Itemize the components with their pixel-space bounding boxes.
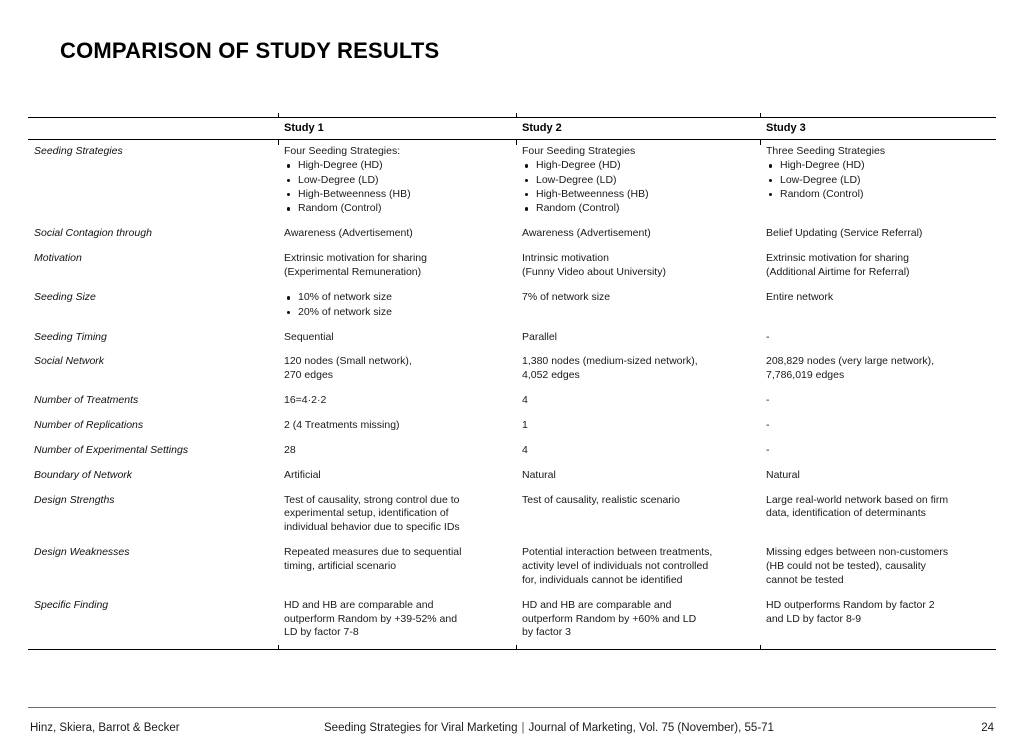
cell-text: - bbox=[766, 394, 770, 407]
cell-bullet-list bbox=[766, 159, 990, 202]
cell-text: HD and HB are comparable and outperform Random by +39-52% and LD by factor 7-8 bbox=[284, 598, 458, 639]
cell-bullet-item: Low-Degree (LD) bbox=[284, 174, 510, 188]
table-cell-study-2 bbox=[516, 140, 760, 223]
cell-text: Large real-world network based on firm data, identification of determinants bbox=[766, 493, 949, 520]
cell-text: Parallel bbox=[522, 330, 558, 343]
cell-text: Awareness (Advertisement) bbox=[284, 227, 413, 240]
cell-text: 120 nodes (Small network), 270 edges bbox=[284, 355, 412, 382]
row-label: Number of Replications bbox=[34, 419, 144, 432]
table-cell-study-1 bbox=[278, 439, 516, 464]
cell-bullet-item: 10% of network size bbox=[284, 291, 510, 305]
cell-text: Potential interaction between treatments, activity level of individuals not controlled for, individuals cannot be identified bbox=[522, 546, 713, 586]
table-row bbox=[28, 222, 996, 247]
table-cell-study-2 bbox=[516, 389, 760, 414]
footer-citation-separator: | bbox=[521, 722, 525, 734]
table-cell-study-1 bbox=[278, 140, 516, 223]
footer-divider bbox=[28, 707, 996, 708]
table-cell-study-3 bbox=[760, 439, 996, 464]
table-row bbox=[28, 414, 996, 439]
row-label: Design Weaknesses bbox=[34, 546, 130, 559]
table-cell-study-2 bbox=[516, 594, 760, 650]
cell-bullet-item: Low-Degree (LD) bbox=[522, 174, 754, 188]
table-cell-study-1 bbox=[278, 350, 516, 389]
column-boundary-tick bbox=[516, 645, 517, 650]
table-cell-study-3 bbox=[760, 247, 996, 286]
cell-text: Four Seeding Strategies bbox=[522, 145, 636, 157]
cell-bullet-list bbox=[522, 159, 754, 216]
cell-text: 208,829 nodes (very large network), 7,786,019 edges bbox=[766, 355, 935, 382]
table-cell-study-3 bbox=[760, 286, 996, 326]
row-label: Seeding Strategies bbox=[34, 145, 123, 157]
row-label: Design Strengths bbox=[34, 493, 115, 506]
cell-text: HD outperforms Random by factor 2 and LD by factor 8-9 bbox=[766, 598, 935, 625]
table-cell-study-3 bbox=[760, 140, 996, 223]
table-cell-study-3 bbox=[760, 222, 996, 247]
table-row bbox=[28, 286, 996, 326]
cell-bullet-item: High-Degree (HD) bbox=[284, 159, 510, 173]
table-row bbox=[28, 247, 996, 286]
table-cell-study-3 bbox=[760, 541, 996, 594]
table-row bbox=[28, 140, 996, 223]
cell-text: Four Seeding Strategies: bbox=[284, 145, 401, 157]
column-boundary-tick bbox=[760, 645, 761, 650]
footer-page-number: 24 bbox=[981, 722, 994, 734]
column-boundary-tick bbox=[760, 140, 761, 145]
column-header-study-2: Study 2 bbox=[516, 118, 760, 140]
column-boundary-tick bbox=[278, 140, 279, 145]
cell-text: 1 bbox=[522, 419, 528, 432]
table-body bbox=[28, 140, 996, 650]
table-cell-study-1 bbox=[278, 326, 516, 351]
table-cell-study-2 bbox=[516, 326, 760, 351]
cell-bullet-item: High-Betweenness (HB) bbox=[522, 188, 754, 202]
table-cell-study-2 bbox=[516, 247, 760, 286]
table-cell-study-1 bbox=[278, 247, 516, 286]
table-cell-study-1 bbox=[278, 414, 516, 439]
table-cell-study-1 bbox=[278, 389, 516, 414]
cell-text: Natural bbox=[522, 468, 556, 481]
table-cell-study-1 bbox=[278, 286, 516, 326]
column-header-study-1: Study 1 bbox=[278, 118, 516, 140]
table-cell-study-1 bbox=[278, 489, 516, 542]
table-cell-study-2 bbox=[516, 464, 760, 489]
table-row bbox=[28, 489, 996, 542]
cell-text: Three Seeding Strategies bbox=[766, 145, 886, 157]
table-cell-study-3 bbox=[760, 389, 996, 414]
row-label: Boundary of Network bbox=[34, 468, 133, 481]
cell-bullet-item: High-Betweenness (HB) bbox=[284, 188, 510, 202]
column-boundary-tick bbox=[278, 645, 279, 650]
cell-text: 28 bbox=[284, 443, 296, 456]
table-cell-study-3 bbox=[760, 414, 996, 439]
row-label: Social Contagion through bbox=[34, 227, 152, 240]
table-cell-study-3 bbox=[760, 594, 996, 650]
table-cell-study-3 bbox=[760, 350, 996, 389]
cell-bullet-list bbox=[284, 291, 510, 319]
table-row bbox=[28, 326, 996, 351]
cell-text: 16=4·2·2 bbox=[284, 394, 327, 407]
cell-text: Intrinsic motivation (Funny Video about University) bbox=[522, 252, 666, 279]
cell-text: HD and HB are comparable and outperform Random by +60% and LD by factor 3 bbox=[522, 598, 697, 639]
cell-text: - bbox=[766, 330, 770, 343]
table-row bbox=[28, 439, 996, 464]
table-cell-study-2 bbox=[516, 489, 760, 542]
cell-text: 7% of network size bbox=[522, 290, 611, 303]
footer-authors: Hinz, Skiera, Barrot & Becker bbox=[30, 722, 180, 734]
cell-text: Belief Updating (Service Referral) bbox=[766, 227, 923, 240]
cell-text: 2 (4 Treatments missing) bbox=[284, 419, 400, 432]
footer-citation-title: Seeding Strategies for Viral Marketing bbox=[324, 722, 518, 734]
table-cell-study-2 bbox=[516, 350, 760, 389]
cell-text: Extrinsic motivation for sharing (Additional Airtime for Referral) bbox=[766, 252, 910, 279]
table-row bbox=[28, 594, 996, 650]
page-title: COMPARISON OF STUDY RESULTS bbox=[60, 38, 440, 63]
table-cell-study-1 bbox=[278, 594, 516, 650]
column-boundary-tick bbox=[516, 113, 517, 118]
table-header bbox=[28, 118, 996, 140]
table-row bbox=[28, 464, 996, 489]
cell-text: Awareness (Advertisement) bbox=[522, 227, 651, 240]
table-row bbox=[28, 389, 996, 414]
column-header-study-3: Study 3 bbox=[760, 118, 996, 140]
table-cell-study-2 bbox=[516, 286, 760, 326]
cell-text: Entire network bbox=[766, 290, 834, 303]
row-label: Specific Finding bbox=[28, 594, 278, 650]
row-label: Seeding Timing bbox=[34, 330, 107, 343]
comparison-table bbox=[28, 117, 996, 650]
cell-text: Missing edges between non-customers (HB could not be tested), causality cannot be tested bbox=[766, 546, 949, 586]
column-header-attribute bbox=[28, 118, 278, 140]
table-cell-study-3 bbox=[760, 489, 996, 542]
cell-bullet-item: High-Degree (HD) bbox=[522, 159, 754, 173]
row-label: Social Network bbox=[34, 355, 105, 368]
table-cell-study-2 bbox=[516, 439, 760, 464]
cell-bullet-item: Random (Control) bbox=[284, 202, 510, 216]
table-cell-study-1 bbox=[278, 222, 516, 247]
cell-text: 4 bbox=[522, 394, 528, 407]
cell-text: Repeated measures due to sequential timing, artificial scenario bbox=[284, 546, 462, 573]
row-label: Number of Experimental Settings bbox=[34, 443, 189, 456]
column-boundary-tick bbox=[760, 113, 761, 118]
cell-bullet-list bbox=[284, 159, 510, 216]
cell-bullet-item: 20% of network size bbox=[284, 306, 510, 320]
cell-text: Sequential bbox=[284, 330, 334, 343]
cell-bullet-item: Random (Control) bbox=[766, 188, 990, 202]
table-cell-study-2 bbox=[516, 222, 760, 247]
table-cell-study-2 bbox=[516, 541, 760, 594]
cell-text: 1,380 nodes (medium-sized network), 4,052 edges bbox=[522, 355, 698, 382]
cell-bullet-item: Random (Control) bbox=[522, 202, 754, 216]
cell-text: - bbox=[766, 419, 770, 432]
comparison-table-container bbox=[28, 117, 996, 650]
table-cell-study-1 bbox=[278, 541, 516, 594]
column-boundary-tick bbox=[516, 140, 517, 145]
row-label: Seeding Size bbox=[34, 290, 96, 303]
table-cell-study-1 bbox=[278, 464, 516, 489]
row-label: Number of Treatments bbox=[34, 394, 139, 407]
cell-text: Test of causality, realistic scenario bbox=[522, 493, 680, 506]
cell-text: Natural bbox=[766, 468, 800, 481]
table-row bbox=[28, 350, 996, 389]
cell-text: Test of causality, strong control due to experimental setup, identification of individual behavior due to specific IDs bbox=[284, 493, 460, 534]
cell-text: 4 bbox=[522, 443, 528, 456]
cell-text: Artificial bbox=[284, 468, 321, 481]
footer-citation-journal: Journal of Marketing, Vol. 75 (November), 55-71 bbox=[528, 722, 774, 734]
table-cell-study-2 bbox=[516, 414, 760, 439]
cell-bullet-item: High-Degree (HD) bbox=[766, 159, 990, 173]
table-row bbox=[28, 541, 996, 594]
cell-text: Extrinsic motivation for sharing (Experimental Remuneration) bbox=[284, 252, 427, 279]
table-cell-study-3 bbox=[760, 326, 996, 351]
column-boundary-tick bbox=[278, 113, 279, 118]
table-header-row bbox=[28, 118, 996, 140]
cell-text: - bbox=[766, 443, 770, 456]
cell-bullet-item: Low-Degree (LD) bbox=[766, 174, 990, 188]
table-cell-study-3 bbox=[760, 464, 996, 489]
row-label: Motivation bbox=[34, 252, 82, 265]
slide-footer bbox=[28, 722, 996, 742]
footer-citation bbox=[324, 722, 774, 734]
